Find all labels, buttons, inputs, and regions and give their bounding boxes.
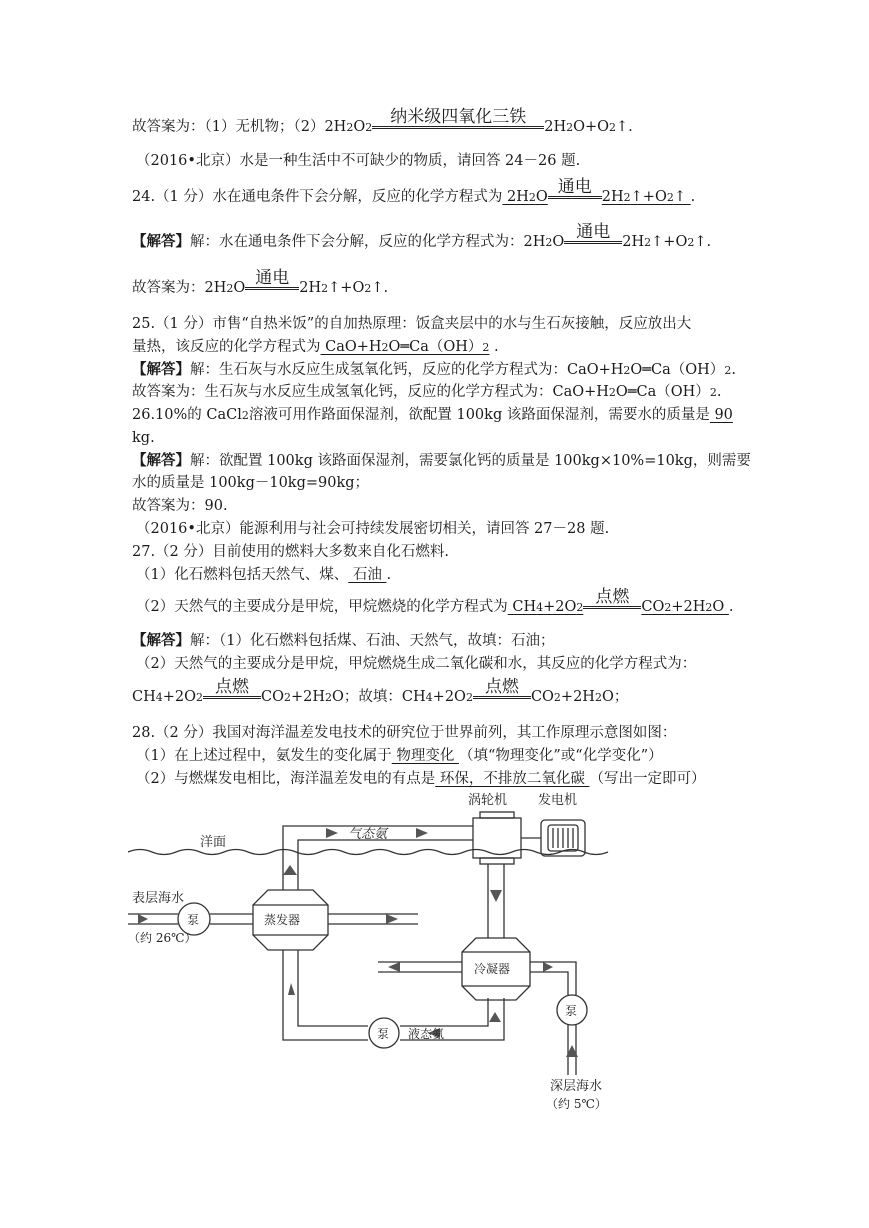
arrow-condenser-out xyxy=(388,962,400,972)
arrow-up-condenser xyxy=(489,1012,501,1022)
answer-blank: 环保，不排放二氧化碳 xyxy=(435,771,590,787)
question-26-line2: kg. xyxy=(132,430,155,446)
surface-water-outlet xyxy=(328,914,418,924)
answer-24: 故答案为：2H2O 通电 2H2↑+O2↑. xyxy=(132,268,389,296)
answer-26: 故答案为：90. xyxy=(132,498,228,514)
gas-ammonia-label: 气态氨 xyxy=(348,827,388,842)
section-intro-27-28: （2016•北京）能源利用与社会可持续发展密切相关，请回答 27－28 题. xyxy=(136,521,610,537)
arrow-surface-out xyxy=(386,914,398,924)
evaporator-label: 蒸发器 xyxy=(264,913,301,927)
liquid-ammonia-pipe-left xyxy=(283,950,368,1040)
solution-26-line2: 水的质量是 100kg－10kg=90kg； xyxy=(132,475,370,491)
answer-blank: 90 xyxy=(709,407,733,423)
solution-27-line1: 【解答】解：（1）化石燃料包括煤、石油、天然气，故填：石油； xyxy=(132,632,555,649)
surface-pump-label: 泵 xyxy=(187,913,200,927)
arrow-up-evaporator xyxy=(283,865,297,875)
deep-pump-label: 泵 xyxy=(565,1004,578,1018)
deep-water-label: 深层海水 xyxy=(550,1079,603,1094)
surface-temp-label: （约 26℃） xyxy=(128,931,197,945)
question-25-line2: 量热，该反应的化学方程式为 CaO+H2O═Ca（OH）2 . xyxy=(132,339,499,355)
sea-surface-label: 洋面 xyxy=(200,835,227,850)
question-26-line1: 26.10%的 CaCl2溶液可用作路面保湿剂，欲配置 100kg 该路面保湿剂，需要水的质量是 90 xyxy=(132,407,733,423)
ocean-thermal-diagram xyxy=(128,790,618,1110)
solution-25: 【解答】解：生石灰与水反应生成氢氧化钙，反应的化学方程式为：CaO+H2O═Ca（OH）2. xyxy=(132,361,736,378)
answer-25: 故答案为：生石灰与水反应生成氢氧化钙，反应的化学方程式为：CaO+H2O═Ca（OH）2. xyxy=(132,384,722,400)
arrow-surface-in xyxy=(138,914,148,924)
arrow-up-liquid xyxy=(288,983,295,995)
reaction-condition: 纳米级四氧化三铁 xyxy=(372,118,544,136)
deep-water-pipe-top xyxy=(530,962,576,995)
surface-water-label: 表层海水 xyxy=(132,891,185,906)
arrow-gas xyxy=(326,828,338,838)
generator-label: 发电机 xyxy=(538,793,578,808)
question-25-line1: 25.（1 分）市售“自热米饭”的自加热原理：饭盒夹层中的水与生石灰接触，反应放出大 xyxy=(132,316,692,332)
arrow-down-turbine xyxy=(490,890,502,902)
answer-line-q23: 故答案为：（1）无机物；（2）2H2O2 纳米级四氧化三铁 2H2O+O2↑. xyxy=(132,107,633,135)
question-28: 28.（2 分）我国对海洋温差发电技术的研究位于世界前列，其工作原理示意图如图： xyxy=(132,725,677,741)
question-27-part1: （1）化石燃料包括天然气、煤、 石油 . xyxy=(136,567,392,583)
sea-surface-line xyxy=(128,850,608,855)
answer-blank: CaO+H2O═Ca（OH）2 xyxy=(320,339,490,355)
question-24: 24.（1 分）水在通电条件下会分解，反应的化学方程式为 2H2O 通电 2H2↑+O2↑ . xyxy=(132,177,696,205)
question-27: 27.（2 分）目前使用的燃料大多数来自化石燃料. xyxy=(132,544,450,560)
answer-blank: 物理变化 xyxy=(391,748,459,764)
solution-27-equation: CH4+2O2 点燃 CO2+2H2O；故填：CH4+2O2 点燃 CO2+2H2O； xyxy=(132,677,629,705)
question-27-part2: （2）天然气的主要成分是甲烷，甲烷燃烧的化学方程式为 CH4+2O2 点燃 CO2+2H2O . xyxy=(136,587,734,615)
turbine-body xyxy=(473,818,521,858)
question-28-part1: （1）在上述过程中，氨发生的变化属于 物理变化 （填“物理变化”或“化学变化”） xyxy=(136,748,663,764)
section-intro-24-26: （2016•北京）水是一种生活中不可缺少的物质，请回答 24－26 题. xyxy=(136,153,581,169)
deep-temp-label: （约 5℃） xyxy=(546,1097,607,1110)
solution-24: 【解答】解：水在通电条件下会分解，反应的化学方程式为：2H2O 通电 2H2↑+O2↑. xyxy=(132,222,712,250)
question-28-part2: （2）与燃煤发电相比，海洋温差发电的有点是 环保，不排放二氧化碳 （写出一定即可） xyxy=(136,771,706,787)
condenser-label: 冷凝器 xyxy=(474,962,511,976)
answer-blank: 2H2O 通电 2H2↑+O2↑ xyxy=(502,177,691,205)
answer-blank: CH4+2O2 点燃 CO2+2H2O xyxy=(507,587,729,615)
liquid-ammonia-label: 液态氨 xyxy=(408,1027,445,1041)
arrow-right-deep xyxy=(543,962,553,972)
liquid-pump-label: 泵 xyxy=(377,1027,390,1041)
answer-blank: 石油 xyxy=(348,567,387,583)
turbine-label: 涡轮机 xyxy=(468,793,508,808)
solution-27-line2: （2）天然气的主要成分是甲烷，甲烷燃烧生成二氧化碳和水，其反应的化学方程式为： xyxy=(136,656,697,672)
solution-26-line1: 【解答】解：欲配置 100kg 该路面保湿剂，需要氯化钙的质量是 100kg×10%=10kg，则需要 xyxy=(132,452,751,469)
